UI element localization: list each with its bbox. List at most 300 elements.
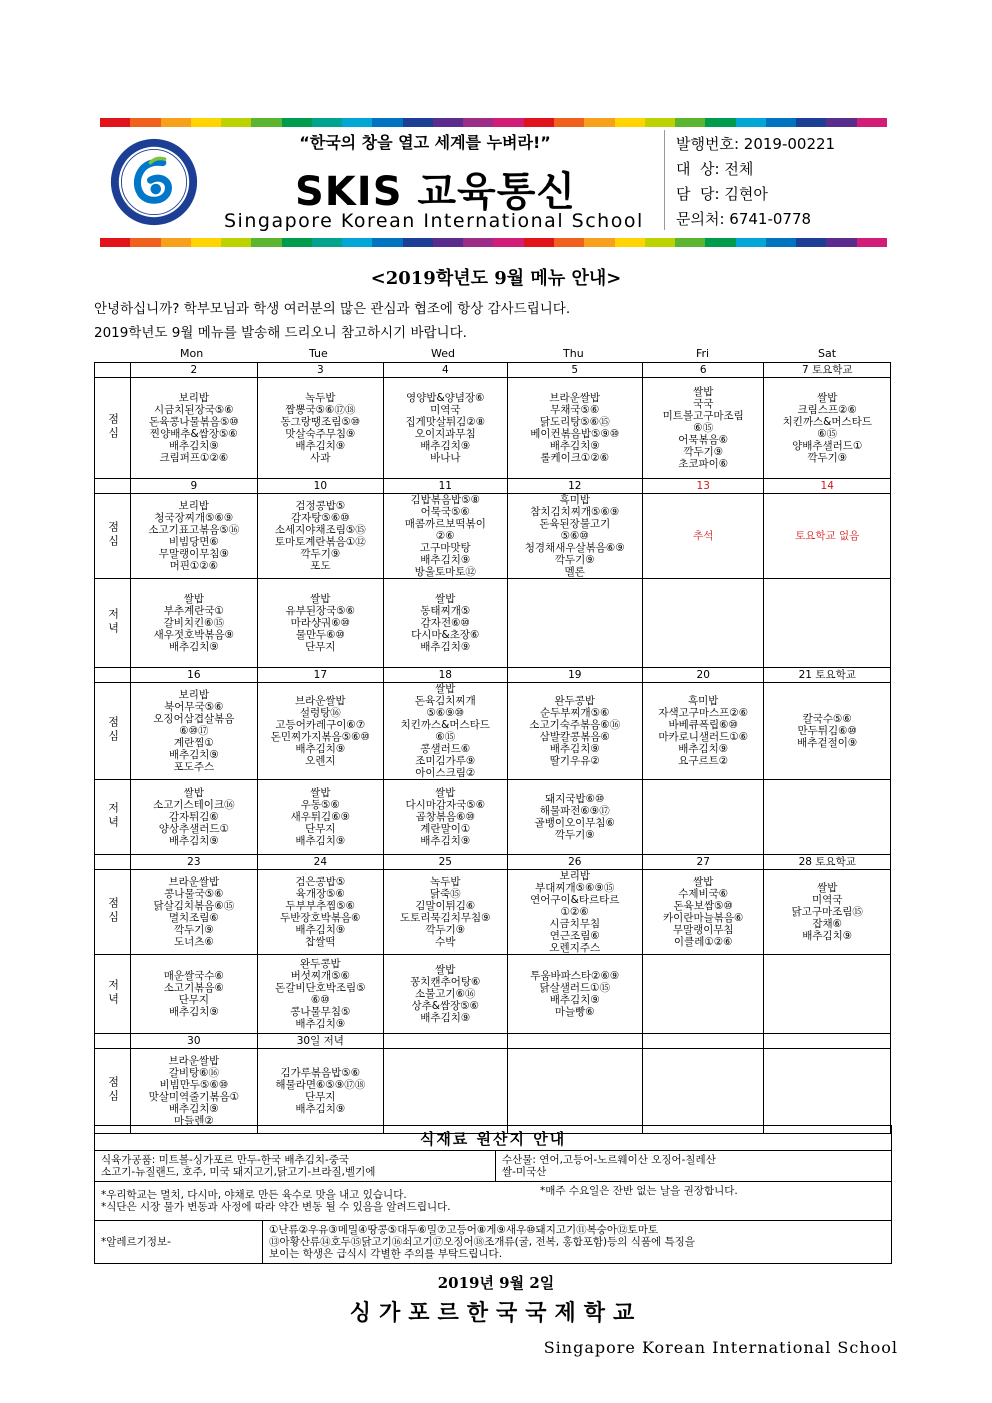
menu-item: 마카로니샐러드①⑥	[658, 731, 749, 743]
menu-item: 소고기표고볶음⑤⑯	[148, 524, 240, 536]
date-row-spacer	[95, 1034, 131, 1049]
lunch-menu-cell	[764, 1049, 891, 1134]
menu-item: 돈육김치찌개	[414, 695, 476, 707]
menu-item: 사과	[310, 452, 331, 464]
menu-item: 단무지	[305, 823, 336, 835]
menu-item: 베이컨볶음밥⑤⑨⑩	[530, 428, 620, 440]
menu-item: 보리밥	[178, 392, 210, 404]
menu-item: 해물파전⑥⑨⑰	[539, 805, 610, 817]
menu-item: 돈육보쌈⑤⑩	[673, 900, 733, 912]
date-cell: 20	[643, 668, 764, 683]
dinner-menu-cell	[507, 780, 643, 855]
stripe-segment	[675, 238, 705, 247]
menu-item: 배추김치⑨	[168, 835, 219, 847]
stripe-segment	[736, 238, 766, 247]
dinner-row	[95, 955, 891, 1034]
stripe-segment	[221, 118, 251, 127]
menu-item: 녹두밥	[305, 392, 336, 404]
lunch-menu-cell	[643, 1049, 764, 1134]
menu-item: 시금치된장국⑤⑥	[154, 404, 234, 416]
dinner-menu-cell	[384, 780, 507, 855]
date-row-spacer	[95, 668, 131, 683]
menu-item: 투움바파스타②⑥⑨	[530, 970, 620, 982]
stripe-segment	[493, 118, 523, 127]
date-cell: 23	[131, 855, 257, 870]
menu-item: ⑥⑮	[693, 422, 714, 434]
menu-item: 참치김치찌개⑤⑥⑨	[530, 506, 620, 518]
stripe-segment	[826, 238, 856, 247]
dinner-label: 저녁	[106, 978, 120, 1007]
menu-item: 마들렌②	[173, 1115, 214, 1127]
origin-meat	[95, 1151, 496, 1182]
dinner-menu-cell	[507, 955, 643, 1034]
menu-item: 배추김치⑨	[802, 930, 853, 942]
target-audience: 대 상: 전체	[676, 160, 754, 178]
allergy-line-3: 보이는 학생은 급식시 각별한 주의를 부탁드립니다.	[269, 1248, 503, 1260]
date-cell: 3	[257, 363, 383, 378]
menu-item: 깍두기⑨	[173, 924, 214, 936]
date-cell: 11	[384, 479, 507, 494]
menu-item: 매콤까르보떡볶이	[404, 518, 486, 530]
menu-item: 아이스크림②	[415, 767, 476, 779]
date-row	[95, 855, 891, 870]
lunch-menu-cell	[764, 494, 891, 579]
menu-item: 감자탕⑤⑥⑩	[290, 512, 350, 524]
lunch-menu-cell	[764, 683, 891, 780]
menu-item: 바베큐폭립⑥⑩	[668, 719, 739, 731]
date-cell: 18	[384, 668, 507, 683]
menu-item: 계란말이①	[420, 823, 471, 835]
stripe-segment	[766, 118, 796, 127]
dinner-menu-cell	[384, 955, 507, 1034]
origin-seafood-line-1: 수산물: 연어,고등어-노르웨이산 오징어-칠레산	[502, 1154, 716, 1166]
menu-item: 머핀①②⑥	[169, 560, 219, 572]
menu-item: 방울토마토⑫	[414, 566, 476, 578]
menu-item: 흑미밥	[559, 494, 590, 506]
date-cell: 5	[507, 363, 643, 378]
menu-item: 계란찜①	[173, 737, 214, 749]
stripe-segment	[161, 238, 191, 247]
stripe-segment	[615, 118, 645, 127]
stripe-segment	[191, 238, 221, 247]
origin-title: 식재료 원산지 안내	[95, 1126, 892, 1151]
date-cell	[643, 1034, 764, 1049]
date-cell: 12	[507, 479, 643, 494]
menu-item: 보리밥	[178, 500, 210, 512]
date-cell: 6	[643, 363, 764, 378]
menu-item: 북어무국⑤⑥	[164, 701, 224, 713]
lunch-menu-cell	[643, 870, 764, 955]
date-cell: 17	[257, 668, 383, 683]
menu-item: 돼지국밥⑥⑩	[545, 793, 605, 805]
stripe-segment	[342, 118, 372, 127]
origin-meat-line-1: 식육가공품: 미트볼-싱가포르 만두-한국 배추김치-중국	[101, 1154, 350, 1166]
stripe-segment	[282, 238, 312, 247]
menu-item: 두부부추찜⑤⑥	[285, 900, 356, 912]
menu-item: 토마토계란볶음①⑫	[274, 536, 366, 548]
allergy-label: *알레르기정보-	[95, 1221, 263, 1264]
stripe-segment	[100, 238, 130, 247]
allergy-line-1: ①난류②우유③메밀④땅콩⑤대두⑥밀⑦고등어⑧게⑨새우⑩돼지고기⑪복숭아⑫토마토	[269, 1224, 658, 1236]
stripe-segment	[524, 118, 554, 127]
lunch-menu-cell	[384, 378, 507, 479]
menu-item: 수박	[435, 936, 456, 948]
menu-item: 갈비탕⑥⑯	[168, 1067, 220, 1079]
menu-item: ⑥⑮	[435, 731, 456, 743]
menu-item: 단무지	[178, 994, 210, 1006]
menu-item: 도토리묵김치무침⑨	[400, 912, 491, 924]
menu-item: 검은콩밥⑤	[295, 876, 346, 888]
stripe-segment	[766, 238, 796, 247]
lunch-menu-cell	[384, 1049, 507, 1134]
menu-item: 육개장⑤⑥	[295, 888, 345, 900]
lunch-menu-cell	[764, 378, 891, 479]
menu-item: 배추김치⑨	[295, 1018, 346, 1030]
dinner-menu-cell	[643, 579, 764, 668]
menu-item: 무말랭이무침⑨	[158, 548, 229, 560]
lunch-label: 점심	[106, 896, 120, 925]
menu-item: 깍두기⑨	[683, 446, 724, 458]
menu-item: 배추김치⑨	[420, 1012, 471, 1024]
stripe-segment	[221, 238, 251, 247]
issue-date: 2019년 9월 2일	[437, 1274, 555, 1292]
stripe-segment	[554, 238, 584, 247]
note-price-change: *식단은 시장 물가 변동과 사정에 따라 약간 변동 될 수 있음을 알려드립니다.	[101, 1201, 451, 1213]
school-logo	[110, 138, 198, 226]
menu-item: 설렁탕⑯	[299, 707, 341, 719]
menu-item: 유부된장국⑤⑥	[285, 605, 356, 617]
date-cell: 16	[131, 668, 257, 683]
date-row-spacer	[95, 363, 131, 378]
school-name-en-footer: Singapore Korean International School	[543, 1338, 898, 1357]
menu-item: 배추김치⑨	[549, 743, 600, 755]
menu-item: 다시마&초장⑥	[411, 629, 480, 641]
date-cell: 30	[131, 1034, 257, 1049]
stripe-segment	[372, 238, 402, 247]
stripe-segment	[615, 238, 645, 247]
note-wednesday: *매주 수요일은 잔반 없는 날을 권장합니다.	[540, 1185, 738, 1197]
menu-item: 크림퍼프①②⑥	[159, 452, 229, 464]
lunch-menu-cell	[507, 378, 643, 479]
allergy-line-2: ⑬아황산류⑭호두⑮닭고기⑯쇠고기⑰오징어⑱조개류(굴, 전복, 홍합포함)등의 식품에 특징을	[269, 1236, 695, 1248]
stripe-segment	[584, 238, 614, 247]
date-cell: 9	[131, 479, 257, 494]
menu-item: 소고기숙주볶음⑥⑯	[529, 719, 621, 731]
day-name-tue: Tue	[309, 347, 328, 360]
menu-item: 새우젓호박볶음⑨	[153, 629, 235, 641]
origin-table	[94, 1125, 892, 1264]
menu-item: 소고기스테이크⑯	[153, 799, 235, 811]
menu-item: 두반장호박볶음⑥	[280, 912, 361, 924]
lunch-menu-cell	[643, 378, 764, 479]
date-cell: 21 토요학교	[764, 668, 891, 683]
menu-item: 맛살숙주무침⑨	[285, 428, 356, 440]
day-name-mon: Mon	[180, 347, 204, 360]
day-names	[0, 347, 992, 361]
stripe-segment	[433, 238, 463, 247]
date-cell: 4	[384, 363, 507, 378]
menu-item: 감자전⑥⑩	[420, 617, 470, 629]
lunch-menu-cell	[507, 1049, 643, 1134]
menu-item: 국국	[693, 398, 714, 410]
menu-item: 초코파이⑥	[678, 458, 729, 470]
menu-item: 닭도리탕⑤⑥⑮	[539, 416, 610, 428]
date-cell: 19	[507, 668, 643, 683]
menu-item: 만두튀김⑥⑩	[797, 725, 857, 737]
menu-table	[94, 362, 891, 1134]
menu-item: 미트볼고구마조림	[662, 410, 744, 422]
menu-item: 치킨까스&머스타드	[400, 719, 490, 731]
menu-item: 오렌지	[305, 755, 336, 767]
stripe-segment	[554, 118, 584, 127]
lunch-menu-cell	[257, 494, 383, 579]
menu-item: 돈갈비단호박조림⑤	[275, 982, 366, 994]
menu-item: 브라운쌀밥	[168, 876, 220, 888]
stripe-segment	[100, 118, 130, 127]
dinner-menu-cell	[257, 579, 383, 668]
person-in-charge: 담 당: 김현아	[676, 185, 768, 203]
menu-title: <2019학년도 9월 메뉴 안내>	[370, 268, 622, 289]
menu-item: 카이란마늘볶음⑥	[663, 912, 744, 924]
menu-item: 쌀밥	[693, 386, 714, 398]
day-name-fri: Fri	[696, 347, 710, 360]
menu-item: 멸치조림⑥	[168, 912, 219, 924]
menu-item: 무채국⑤⑥	[550, 404, 600, 416]
date-cell: 28 토요학교	[764, 855, 891, 870]
date-cell: 7 토요학교	[764, 363, 891, 378]
menu-item: 단무지	[305, 1091, 336, 1103]
lunch-menu-cell	[257, 1049, 383, 1134]
menu-item: 버섯찌개⑤⑥	[290, 970, 351, 982]
stripe-segment	[857, 118, 887, 127]
dinner-menu-cell	[643, 955, 764, 1034]
slogan: “한국의 창을 열고 세계를 누벼라!”	[299, 133, 551, 152]
menu-item: 오렌지주스	[549, 942, 601, 954]
rainbow-strip-top	[100, 118, 887, 127]
menu-item: 해물라면⑥⑤⑨⑰⑱	[275, 1079, 366, 1091]
lunch-menu-cell	[257, 378, 383, 479]
menu-item: 돈민찌가지볶음⑤⑥⑩	[270, 731, 370, 743]
dinner-row	[95, 579, 891, 668]
stripe-segment	[705, 238, 735, 247]
menu-item: 골뱅이오이무침⑥	[534, 817, 615, 829]
menu-item: 쌀밥	[183, 787, 204, 799]
menu-item: 새우튀김⑥⑨	[290, 811, 351, 823]
menu-item: 닭살김치볶음⑥⑮	[153, 900, 235, 912]
date-cell	[384, 1034, 507, 1049]
stripe-segment	[826, 118, 856, 127]
menu-item: ②⑥	[435, 530, 455, 542]
lunch-label: 점심	[106, 1075, 120, 1104]
menu-item: 갈비치킨⑥⑮	[163, 617, 225, 629]
publication-info	[676, 132, 835, 232]
menu-item: 맛살미역줄기볶음①	[148, 1091, 240, 1103]
date-cell	[507, 1034, 643, 1049]
stripe-segment	[251, 238, 281, 247]
origin-meat-line-2: 소고기-뉴질랜드, 호주, 미국 돼지고기,닭고기-브라질,벨기에	[101, 1166, 376, 1178]
menu-item: 포도주스	[173, 761, 215, 773]
menu-item: 보리밥	[178, 689, 210, 701]
dinner-label-cell	[95, 579, 131, 668]
menu-item: 배추김치⑨	[168, 749, 219, 761]
menu-item: 마라샹궈⑥⑩	[290, 617, 351, 629]
stripe-segment	[282, 118, 312, 127]
stripe-segment	[130, 238, 160, 247]
menu-item: 소고기볶음⑥	[163, 982, 224, 994]
menu-item: 배추김치⑨	[295, 924, 346, 936]
stripe-segment	[736, 118, 766, 127]
lunch-menu-cell	[131, 683, 257, 780]
lunch-menu-cell	[764, 870, 891, 955]
menu-item: 배추김치⑨	[168, 440, 219, 452]
lunch-menu-cell	[257, 683, 383, 780]
stripe-segment	[433, 118, 463, 127]
menu-item: 깍두기⑨	[554, 829, 595, 841]
dinner-menu-cell	[131, 579, 257, 668]
menu-item: 고구마맛탕	[419, 542, 471, 554]
menu-item: 부추계란국①	[163, 605, 224, 617]
origin-seafood	[496, 1151, 892, 1182]
date-row	[95, 1034, 891, 1049]
menu-item: 수제비국⑥	[678, 888, 729, 900]
dinner-menu-cell	[764, 955, 891, 1034]
menu-item: 감자튀김⑥	[168, 811, 219, 823]
menu-item: 어묵국⑤⑥	[420, 506, 470, 518]
dinner-menu-cell	[643, 780, 764, 855]
menu-item: 배추김치⑨	[295, 1103, 346, 1115]
menu-item: 토요학교 없음	[795, 530, 860, 542]
menu-item: ①②⑥	[560, 906, 589, 918]
stripe-segment	[645, 118, 675, 127]
menu-item: 소불고기⑥⑯	[415, 988, 476, 1000]
menu-item: 돈육콩나물볶음⑤⑩	[148, 416, 239, 428]
menu-item: 동그랑땡조림⑤⑩	[280, 416, 361, 428]
menu-item: 쌀밥	[435, 787, 456, 799]
menu-item: 비빔만두⑤⑥⑩	[159, 1079, 229, 1091]
menu-item: 꽁치캔추어탕⑥	[410, 976, 481, 988]
notes-cell	[95, 1182, 892, 1221]
date-cell: 13	[643, 479, 764, 494]
menu-item: 단무지	[305, 641, 336, 653]
stripe-segment	[342, 238, 372, 247]
dinner-label-cell	[95, 955, 131, 1034]
menu-item: 이클레①②⑥	[673, 936, 733, 948]
menu-item: 배추김치⑨	[295, 835, 346, 847]
date-cell: 27	[643, 855, 764, 870]
menu-item: 도너츠⑥	[173, 936, 214, 948]
stripe-segment	[403, 238, 433, 247]
date-cell: 10	[257, 479, 383, 494]
dinner-menu-cell	[131, 955, 257, 1034]
date-row-spacer	[95, 479, 131, 494]
menu-item: ⑥⑩	[310, 994, 330, 1006]
menu-item: 롤케이크①②⑥	[540, 452, 610, 464]
lunch-row	[95, 870, 891, 955]
dinner-menu-cell	[764, 579, 891, 668]
menu-item: 녹두밥	[430, 876, 461, 888]
menu-item: 상추&쌈장⑤⑥	[411, 1000, 480, 1012]
menu-item: ⑥⑩⑰	[179, 725, 209, 737]
menu-item: 쌀밥	[310, 787, 331, 799]
menu-item: 물만두⑥⑩	[295, 629, 345, 641]
menu-item: 곱창볶음⑥⑩	[415, 811, 475, 823]
menu-item: 연어구이&타르타르	[530, 894, 620, 906]
menu-item: 완두콩밥	[554, 695, 596, 707]
menu-item: 깍두기⑨	[807, 452, 848, 464]
menu-item: 짬뽕국⑤⑥⑰⑱	[285, 404, 356, 416]
menu-item: 완두콩밥	[300, 958, 341, 970]
menu-item: 쌀밥	[693, 876, 714, 888]
lunch-label-cell	[95, 494, 131, 579]
lunch-menu-cell	[507, 494, 643, 579]
menu-item: 쌀밥	[435, 593, 456, 605]
intro-line-1: 안녕하십니까? 학부모님과 학생 여러분의 많은 관심과 협조에 항상 감사드립니다.	[94, 301, 571, 317]
menu-item: 고등어카레구이⑥⑦	[275, 719, 366, 731]
stripe-segment	[645, 238, 675, 247]
menu-item: 닭고구마조림⑮	[791, 906, 863, 918]
date-row	[95, 479, 891, 494]
date-cell: 25	[384, 855, 507, 870]
stripe-segment	[705, 118, 735, 127]
stripe-segment	[372, 118, 402, 127]
lunch-row	[95, 1049, 891, 1134]
dinner-label: 저녁	[106, 801, 120, 830]
menu-item: 콩나물무침⑤	[290, 1006, 351, 1018]
menu-item: 찹쌀떡	[305, 936, 336, 948]
menu-item: 미역국	[430, 404, 461, 416]
dinner-menu-cell	[507, 579, 643, 668]
menu-item: 양상추샐러드①	[158, 823, 229, 835]
date-cell: 30일 저녁	[257, 1034, 383, 1049]
menu-item: 쌀밥	[817, 882, 838, 894]
intro-line-2: 2019학년도 9월 메뉴를 발송해 드리오니 참고하시기 바랍니다.	[94, 325, 467, 341]
dinner-label: 저녁	[106, 607, 120, 636]
lunch-label-cell	[95, 870, 131, 955]
menu-item: 자색고구마스프②⑥	[658, 707, 749, 719]
menu-item: 배추김치⑨	[295, 440, 346, 452]
stripe-segment	[251, 118, 281, 127]
menu-item: 조미김가루⑨	[415, 755, 476, 767]
stripe-segment	[857, 238, 887, 247]
lunch-menu-cell	[131, 494, 257, 579]
menu-item: 브라운쌀밥	[294, 695, 346, 707]
menu-item: 깍두기⑨	[300, 548, 341, 560]
menu-item: 치킨까스&머스타드	[782, 416, 872, 428]
menu-item: 보리밥	[559, 870, 590, 882]
lunch-row	[95, 494, 891, 579]
menu-item: 부대찌개⑤⑥⑨⑮	[535, 882, 615, 894]
menu-item: 브라운쌀밥	[549, 392, 601, 404]
lunch-label: 점심	[106, 520, 120, 549]
publish-number: 발행번호: 2019-00221	[676, 135, 836, 153]
menu-item: 추석	[693, 530, 714, 542]
menu-item: 배추김치⑨	[549, 994, 600, 1006]
origin-rice-line: 쌀-미국산	[502, 1166, 547, 1178]
lunch-label: 점심	[106, 412, 120, 441]
lunch-menu-cell	[384, 494, 507, 579]
menu-item: 배추김치⑨	[168, 1006, 219, 1018]
newsletter-title: SKIS 교육통신	[295, 169, 576, 215]
day-name-sat: Sat	[818, 347, 837, 360]
menu-item: 콩샐러드⑥	[420, 743, 471, 755]
menu-item: 찐양배추&쌈장⑤⑥	[149, 428, 238, 440]
stripe-segment	[493, 238, 523, 247]
stripe-segment	[130, 118, 160, 127]
lunch-menu-cell	[257, 870, 383, 955]
menu-item: 김가루볶음밥⑤⑥	[280, 1067, 361, 1079]
stripe-segment	[191, 118, 221, 127]
allergy-info	[263, 1221, 892, 1264]
